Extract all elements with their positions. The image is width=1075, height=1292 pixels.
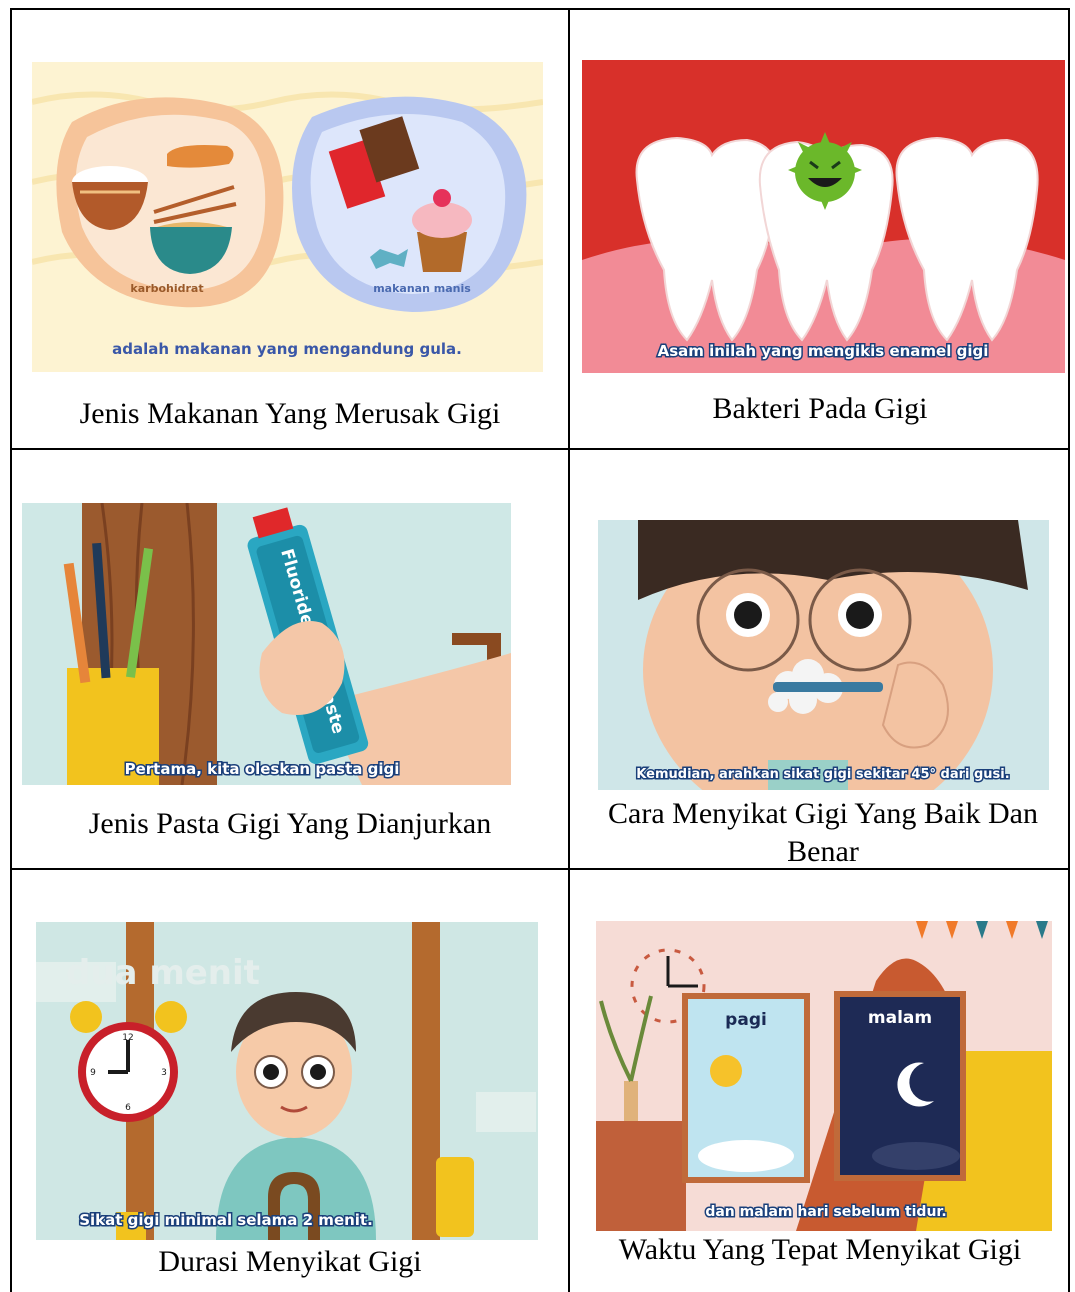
label-malam: malam: [867, 1008, 933, 1028]
label-pagi: pagi: [725, 1010, 767, 1030]
caption: Durasi Menyikat Gigi: [158, 1245, 422, 1278]
caption: Jenis Pasta Gigi Yang Dianjurkan: [88, 807, 492, 840]
time-illustration: [596, 921, 1052, 1231]
food-illustration: [32, 62, 543, 372]
bacteria-illustration: [582, 60, 1065, 373]
svg-text:9: 9: [90, 1068, 96, 1078]
subtitle: Pertama, kita oleskan pasta gigi: [124, 760, 400, 778]
table-row-divider-1: [10, 448, 1070, 450]
svg-text:12: 12: [122, 1033, 134, 1043]
svg-text:6: 6: [125, 1103, 131, 1113]
brushing-illustration: [598, 520, 1049, 790]
table-column-divider: [568, 8, 570, 1292]
subtitle: Asam inilah yang mengikis enamel gigi: [657, 342, 989, 360]
svg-text:3: 3: [161, 1068, 167, 1078]
caption: Bakteri Pada Gigi: [712, 392, 928, 425]
caption: Waktu Yang Tepat Menyikat Gigi: [618, 1233, 1022, 1266]
subtitle: Kemudian, arahkan sikat gigi sekitar 45° dari gusi.: [636, 767, 1010, 782]
label-karbohidrat: karbohidrat: [130, 282, 204, 295]
table-border-left: [10, 8, 12, 1292]
caption: Jenis Makanan Yang Merusak Gigi: [79, 397, 501, 430]
subtitle: dan malam hari sebelum tidur.: [705, 1204, 947, 1220]
table-border-right: [1068, 8, 1070, 1292]
toothpaste-label: Fluoride: [276, 546, 318, 629]
caption: Cara Menyikat Gigi Yang Baik Dan Benar: [608, 797, 1038, 868]
table-border-top: [10, 8, 1070, 10]
subtitle: Sikat gigi minimal selama 2 menit.: [79, 1211, 373, 1229]
label-makanan-manis: makanan manis: [373, 282, 471, 295]
toothpaste-illustration: [22, 503, 511, 785]
watermark-dua-menit: dua menit: [66, 953, 260, 993]
subtitle: adalah makanan yang mengandung gula.: [112, 340, 462, 358]
duration-illustration: [36, 922, 538, 1240]
